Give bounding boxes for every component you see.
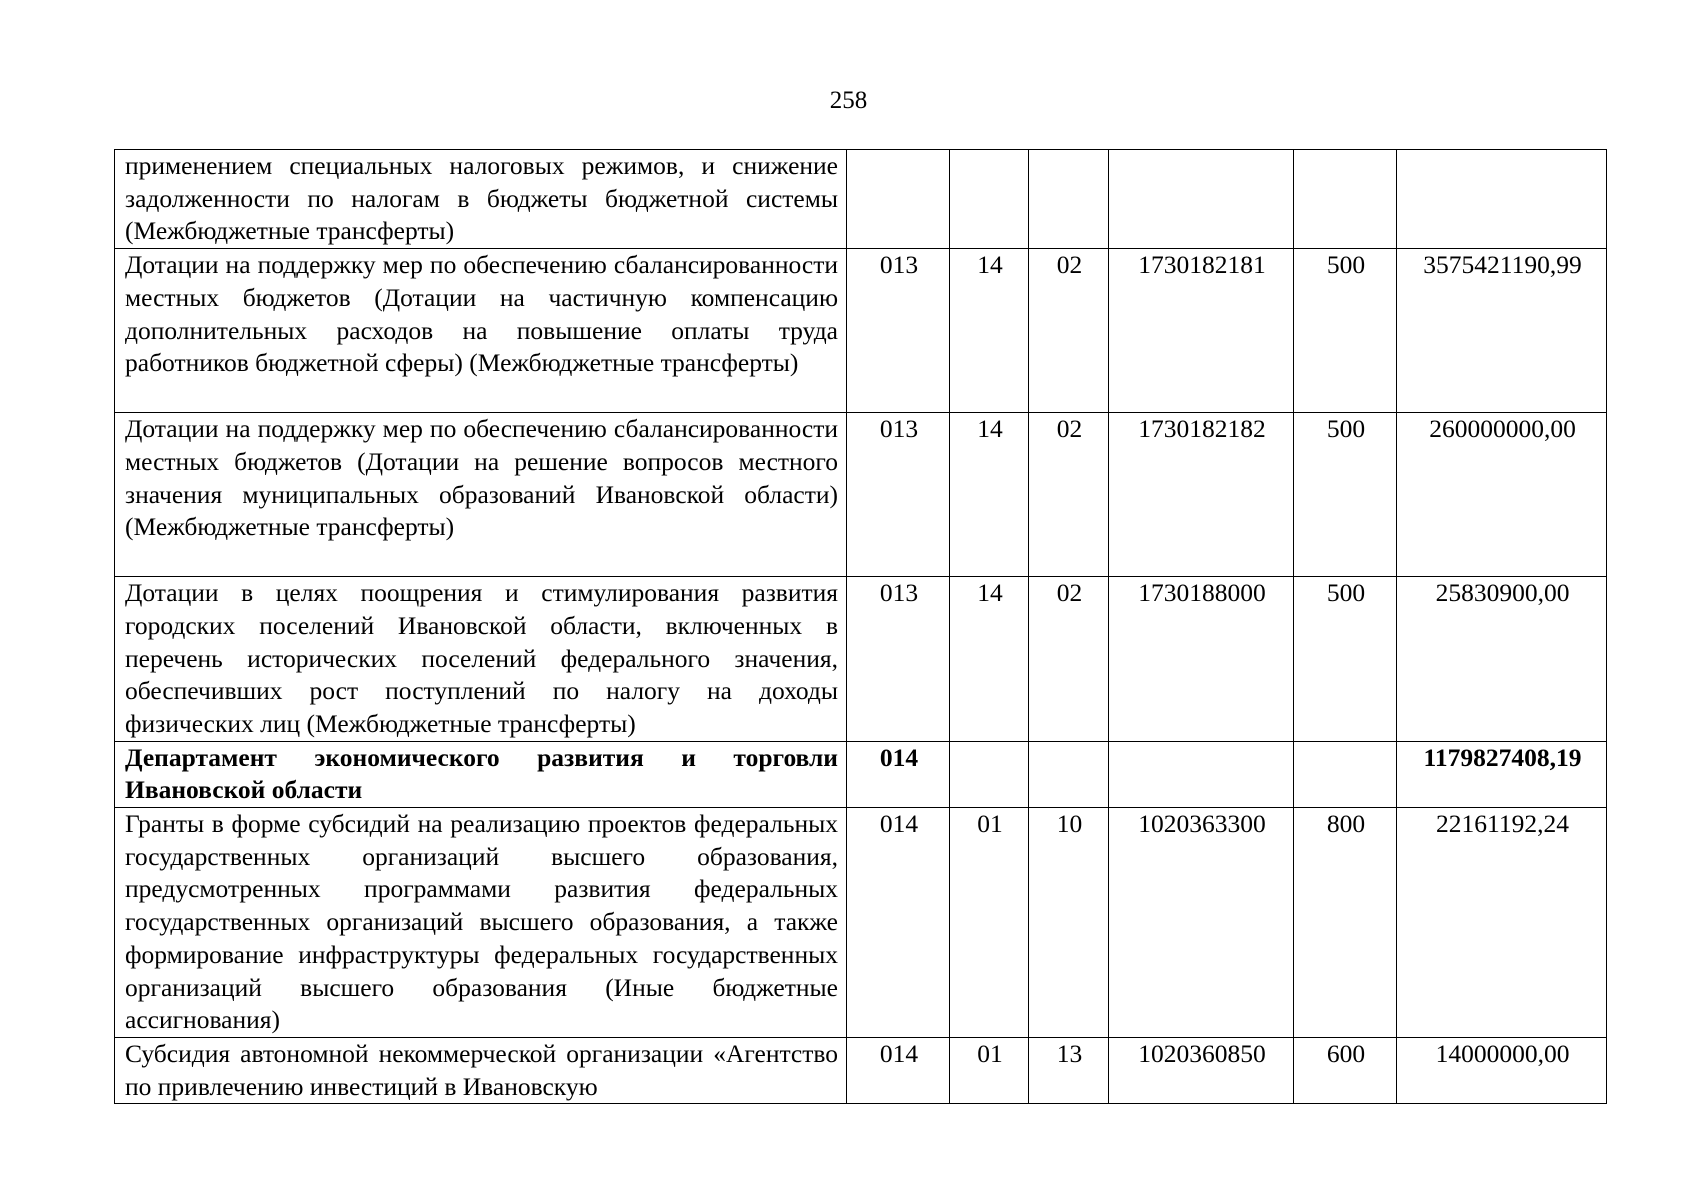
subsection-code: [1029, 150, 1109, 249]
section-code: [950, 741, 1029, 807]
expense-name: Гранты в форме субсидий на реализацию проектов федеральных государственных организаций высшего образования, предусмотренных программами развития федеральных государственных организаций высшего образования, а также формирование инфраструктуры федеральных государственных организаций высшего образования (Иные бюджетные ассигнования): [115, 808, 847, 1038]
budget-table: [114, 149, 1607, 1104]
target-article-code: 1020363300: [1109, 808, 1294, 1038]
expense-name: Дотации в целях поощрения и стимулирования развития городских поселений Ивановской области, включенных в перечень исторических поселений федерального значения, обеспечивших рост поступлений по налогу на доходы физических лиц (Межбюджетные трансферты): [115, 577, 847, 742]
expense-name: Субсидия автономной некоммерческой организации «Агентство по привлечению инвестиций в Ивановскую: [115, 1038, 847, 1104]
table-row: [115, 1038, 1607, 1104]
expense-name: применением специальных налоговых режимов, и снижение задолженности по налогам в бюджеты бюджетной системы (Межбюджетные трансферты): [115, 150, 847, 249]
ministry-code: 014: [847, 741, 950, 807]
expense-type-code: [1294, 150, 1397, 249]
department-name: Департамент экономического развития и торговли Ивановской области: [115, 741, 847, 807]
section-code: 14: [950, 249, 1029, 413]
target-article-code: 1020360850: [1109, 1038, 1294, 1104]
ministry-code: 013: [847, 413, 950, 577]
table-row: [115, 741, 1607, 807]
amount: 14000000,00: [1397, 1038, 1607, 1104]
table-row: [115, 150, 1607, 249]
section-code: [950, 150, 1029, 249]
table-row: [115, 808, 1607, 1038]
expense-name: Дотации на поддержку мер по обеспечению сбалансированности местных бюджетов (Дотации на решение вопросов местного значения муниципальных образований Ивановской области) (Межбюджетные трансферты): [115, 413, 847, 577]
department-total: 1179827408,19: [1397, 741, 1607, 807]
amount: [1397, 150, 1607, 249]
ministry-code: 013: [847, 577, 950, 742]
amount: 25830900,00: [1397, 577, 1607, 742]
expense-type-code: [1294, 741, 1397, 807]
subsection-code: 02: [1029, 577, 1109, 742]
subsection-code: 13: [1029, 1038, 1109, 1104]
subsection-code: [1029, 741, 1109, 807]
ministry-code: 014: [847, 808, 950, 1038]
target-article-code: 1730182181: [1109, 249, 1294, 413]
ministry-code: 014: [847, 1038, 950, 1104]
expense-type-code: 500: [1294, 577, 1397, 742]
subsection-code: 10: [1029, 808, 1109, 1038]
amount: 3575421190,99: [1397, 249, 1607, 413]
section-code: 01: [950, 1038, 1029, 1104]
table-row: [115, 577, 1607, 742]
expense-name: Дотации на поддержку мер по обеспечению сбалансированности местных бюджетов (Дотации на частичную компенсацию дополнительных расходов на повышение оплаты труда работников бюджетной сферы) (Межбюджетные трансферты): [115, 249, 847, 413]
table-row: [115, 249, 1607, 413]
ministry-code: [847, 150, 950, 249]
target-article-code: [1109, 150, 1294, 249]
section-code: 14: [950, 413, 1029, 577]
amount: 22161192,24: [1397, 808, 1607, 1038]
subsection-code: 02: [1029, 249, 1109, 413]
expense-type-code: 800: [1294, 808, 1397, 1038]
target-article-code: 1730188000: [1109, 577, 1294, 742]
expense-type-code: 500: [1294, 249, 1397, 413]
target-article-code: 1730182182: [1109, 413, 1294, 577]
expense-type-code: 600: [1294, 1038, 1397, 1104]
subsection-code: 02: [1029, 413, 1109, 577]
section-code: 01: [950, 808, 1029, 1038]
table-row: [115, 413, 1607, 577]
target-article-code: [1109, 741, 1294, 807]
page-number: 258: [829, 87, 868, 114]
expense-type-code: 500: [1294, 413, 1397, 577]
section-code: 14: [950, 577, 1029, 742]
ministry-code: 013: [847, 249, 950, 413]
amount: 260000000,00: [1397, 413, 1607, 577]
